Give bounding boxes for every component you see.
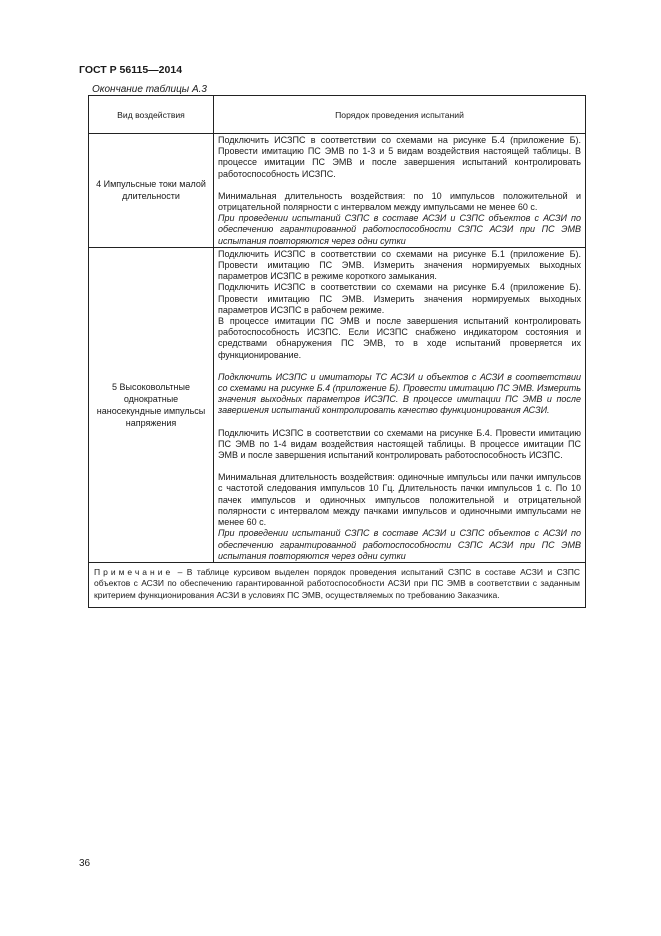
test-procedure-table	[88, 95, 586, 608]
procedure-paragraph-italic: При проведении испытаний СЗПС в составе АСЗИ и СЗПС объектов с АСЗИ по обеспечению гарантированной работоспособности СЗПС АСЗИ при ПС ЭМВ испытания повторяются через одни сутки	[218, 213, 581, 246]
table-row	[89, 134, 586, 248]
column-header-impact: Вид воздействия	[89, 96, 214, 134]
procedure-paragraph: Подключить ИСЗПС в соответствии со схемами на рисунке Б.4 (приложение Б). Провести имитацию ПС ЭМВ по 1-3 и 5 видам воздействия настоящей таблицы. В процессе имитации ПС ЭМВ и после завершения испытаний контролировать работоспособность ИСЗПС.	[218, 135, 581, 179]
note-row	[89, 562, 586, 608]
table-caption: Окончание таблицы А.3	[92, 84, 207, 95]
procedure-cell	[214, 134, 586, 248]
table-note	[89, 562, 586, 608]
procedure-paragraph: Минимальная длительность воздействия: одиночные импульсы или пачки импульсов с частотой следования импульсов 10 Гц. Длительность пачки импульсов 1 с. По 10 пачек импульсов и одиночных импульсов положительной и отрицательной полярности с интервалом между пачками импульсов и одиночными импульсами не менее 60 с.	[218, 472, 581, 528]
impact-cell: 4 Импульсные токи малой длительности	[89, 134, 214, 248]
procedure-cell	[214, 247, 586, 562]
procedure-paragraph-italic: Подключить ИСЗПС и имитаторы ТС АСЗИ и объектов с АСЗИ в соответствии со схемами на рисунке Б.4 (приложение Б). Провести имитацию ПС ЭМВ. Измерить значения выходных параметров ИСЗПС. В процессе имитации ПС ЭМВ и после завершения испытаний контролировать качество функционирования АСЗИ.	[218, 371, 581, 416]
procedure-paragraph: Подключить ИСЗПС в соответствии со схемами на рисунке Б.4. Провести имитацию ПС ЭМВ по 1-4 видам воздействия настоящей таблицы. В процессе имитации ПС ЭМВ и после завершения испытаний контролировать работоспособность ИСЗПС.	[218, 427, 581, 461]
page-number: 36	[79, 858, 91, 869]
procedure-paragraph: В процессе имитации ПС ЭМВ и после завершения испытаний контролировать работоспособность ИСЗПС. Если ИСЗПС снабжено индикатором состояния и средствами обнаружения ПС ЭМВ, то в ходе испытаний проверяется их функционирование.	[218, 316, 581, 360]
note-label: Примечание	[94, 566, 174, 577]
table-header-row	[89, 96, 586, 134]
note-text: – В таблице курсивом выделен порядок проведения испытаний СЗПС в составе АСЗИ и СЗПС объектов с АСЗИ по обеспечению гарантированной работоспособности АСЗИ при ПС ЭМВ в соответствии с заданным критерием функционирования АСЗИ в условиях ПС ЭМВ, осуществляемых по требованию Заказчика.	[94, 566, 580, 600]
table-row	[89, 247, 586, 562]
procedure-paragraph-italic: При проведении испытаний СЗПС в составе АСЗИ и СЗПС объектов с АСЗИ по обеспечению гарантированной работоспособности СЗПС АСЗИ при ПС ЭМВ испытания повторяются через одни сутки	[218, 528, 581, 561]
procedure-paragraph: Подключить ИСЗПС в соответствии со схемами на рисунке Б.1 (приложение Б). Провести имитацию ПС ЭМВ. Измерить значения нормируемых выходных параметров ИСЗПС в режиме короткого замыкания.	[218, 248, 581, 282]
procedure-paragraph: Минимальная длительность воздействия: по 10 импульсов положительной и отрицательной полярности с интервалом между импульсами не менее 60 с.	[218, 190, 581, 213]
impact-cell: 5 Высоковольтные однократные наносекундные импульсы напряжения	[89, 247, 214, 562]
standard-code: ГОСТ Р 56115—2014	[79, 64, 183, 76]
column-header-procedure: Порядок проведения испытаний	[214, 96, 586, 134]
procedure-paragraph: Подключить ИСЗПС в соответствии со схемами на рисунке Б.4 (приложение Б). Провести имитацию ПС ЭМВ. Измерить значения нормируемых выходных параметров ИСЗПС в рабочем режиме.	[218, 282, 581, 315]
